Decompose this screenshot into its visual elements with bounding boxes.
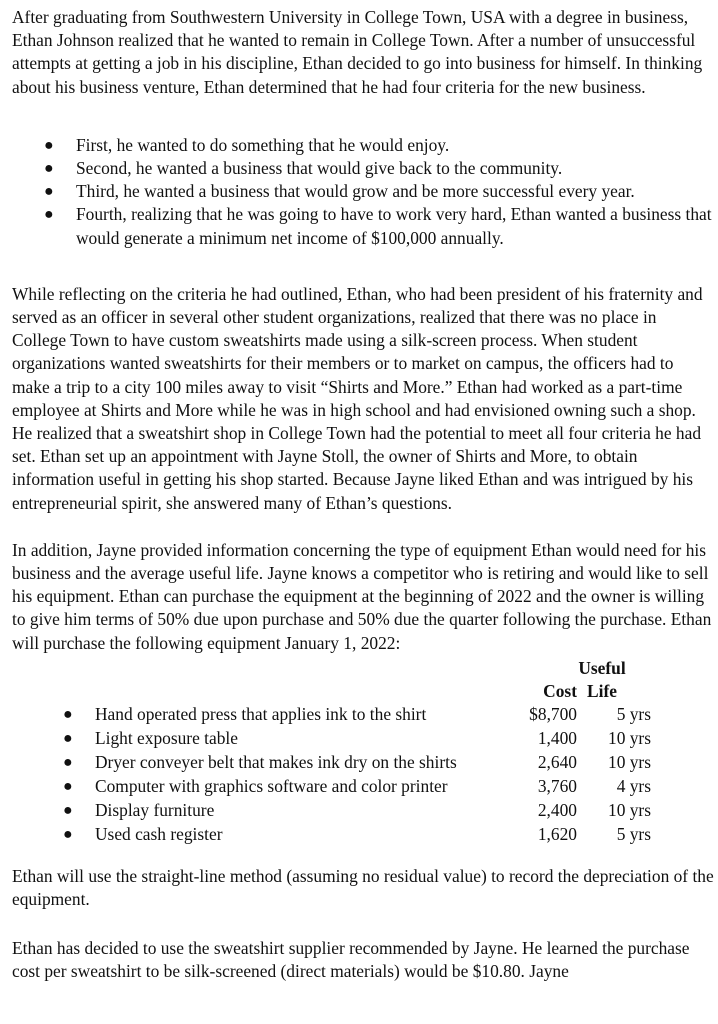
intro-paragraph: After graduating from Southwestern University in College Town, USA with a degree in business, Ethan Johnson realized that he wanted to remain in College Town. After a number of unsuccessful attempts at getting a job in his discipline, Ethan decided to go into business for himself. In thinking about his business venture, Ethan determined that he had four criteria for the new business. <box>12 7 703 97</box>
useful-life-header-line1: Useful <box>578 657 626 678</box>
bullet-icon: ● <box>63 801 73 819</box>
equipment-life: 10 yrs <box>608 751 651 772</box>
supplier-paragraph: Ethan has decided to use the sweatshirt supplier recommended by Jayne. He learned the purchase cost per sweatshirt to be silk-screened (direct materials) would be $10.80. Jayne <box>12 938 690 982</box>
bullet-icon: ● <box>63 825 73 843</box>
equipment-cost: 2,400 <box>537 799 577 820</box>
list-item <box>44 134 714 157</box>
reflection-paragraph: While reflecting on the criteria he had outlined, Ethan, who had been president of his fraternity and served as an officer in several other student organizations, realized that there was no place in College Town to have custom sweatshirts made using a silk-screen process. When student organizations wanted sweatshirts for their members or to market on campus, the officers had to make a trip to a city 100 miles away to visit “Shirts and More.” Ethan had worked as a part-time employee at Shirts and More while he was in high school and had envisioned owning such a shop. He realized that a sweatshirt shop in College Town had the potential to meet all four criteria he had set. Ethan set up an appointment with Jayne Stoll, the owner of Shirts and More, to obtain information useful in getting his shop started. Because Jayne liked Ethan and was intrigued by his entrepreneurial spirit, she answered many of Ethan’s questions. <box>12 283 703 513</box>
criteria-text: Third, he wanted a business that would grow and be more successful every year. <box>76 181 635 202</box>
equipment-cost: 2,640 <box>537 751 577 772</box>
equipment-table-header <box>95 657 655 703</box>
cost-header: Cost <box>543 680 577 701</box>
table-row <box>63 799 655 823</box>
equipment-cost: 1,620 <box>537 823 577 844</box>
table-row <box>63 751 655 775</box>
equipment-cost: 3,760 <box>537 775 577 796</box>
equipment-name: Computer with graphics software and color printer <box>95 775 448 796</box>
equipment-intro-paragraph: In addition, Jayne provided information concerning the type of equipment Ethan would need for his business and the average useful life. Jayne knows a competitor who is retiring and would like to sell his equipment. Ethan can purchase the equipment at the beginning of 2022 and the owner is willing to give him terms of 50% due upon purchase and 50% due the quarter following the purchase. Ethan will purchase the following equipment January 1, 2022: <box>12 539 712 653</box>
criteria-text: First, he wanted to do something that he would enjoy. <box>76 134 450 155</box>
equipment-name: Used cash register <box>95 823 223 844</box>
table-row <box>63 823 655 847</box>
document-page <box>12 6 714 984</box>
criteria-list <box>12 134 714 250</box>
equipment-name: Dryer conveyer belt that makes ink dry on the shirts <box>95 751 457 772</box>
bullet-icon: ● <box>63 753 73 771</box>
bullet-icon: ● <box>44 136 54 154</box>
equipment-name: Light exposure table <box>95 727 238 748</box>
list-item <box>44 180 714 203</box>
equipment-name: Hand operated press that applies ink to the shirt <box>95 703 427 724</box>
depreciation-paragraph: Ethan will use the straight-line method (assuming no residual value) to record the depreciation of the equipment. <box>12 865 714 910</box>
table-row <box>63 775 655 799</box>
bullet-icon: ● <box>44 206 54 224</box>
equipment-life: 5 yrs <box>616 823 651 844</box>
criteria-text: Second, he wanted a business that would give back to the community. <box>76 158 563 179</box>
equipment-cost: 1,400 <box>537 727 577 748</box>
list-item <box>44 203 714 249</box>
equipment-cost: $8,700 <box>529 703 577 724</box>
equipment-name: Display furniture <box>95 799 215 820</box>
bullet-icon: ● <box>44 183 54 201</box>
bullet-icon: ● <box>63 777 73 795</box>
bullet-icon: ● <box>63 729 73 747</box>
table-row <box>63 727 655 751</box>
bullet-icon: ● <box>63 705 73 723</box>
list-item <box>44 157 714 180</box>
equipment-life: 5 yrs <box>616 703 651 724</box>
equipment-life: 10 yrs <box>608 727 651 748</box>
criteria-text: Fourth, realizing that he was going to have to work very hard, Ethan wanted a business that would generate a minimum net income of $100,000 annually. <box>76 204 712 248</box>
table-row <box>63 703 655 727</box>
equipment-life: 10 yrs <box>608 799 651 820</box>
bullet-icon: ● <box>44 160 54 178</box>
equipment-life: 4 yrs <box>616 775 651 796</box>
equipment-table <box>63 657 655 847</box>
useful-life-header-line2: Life <box>587 680 617 701</box>
